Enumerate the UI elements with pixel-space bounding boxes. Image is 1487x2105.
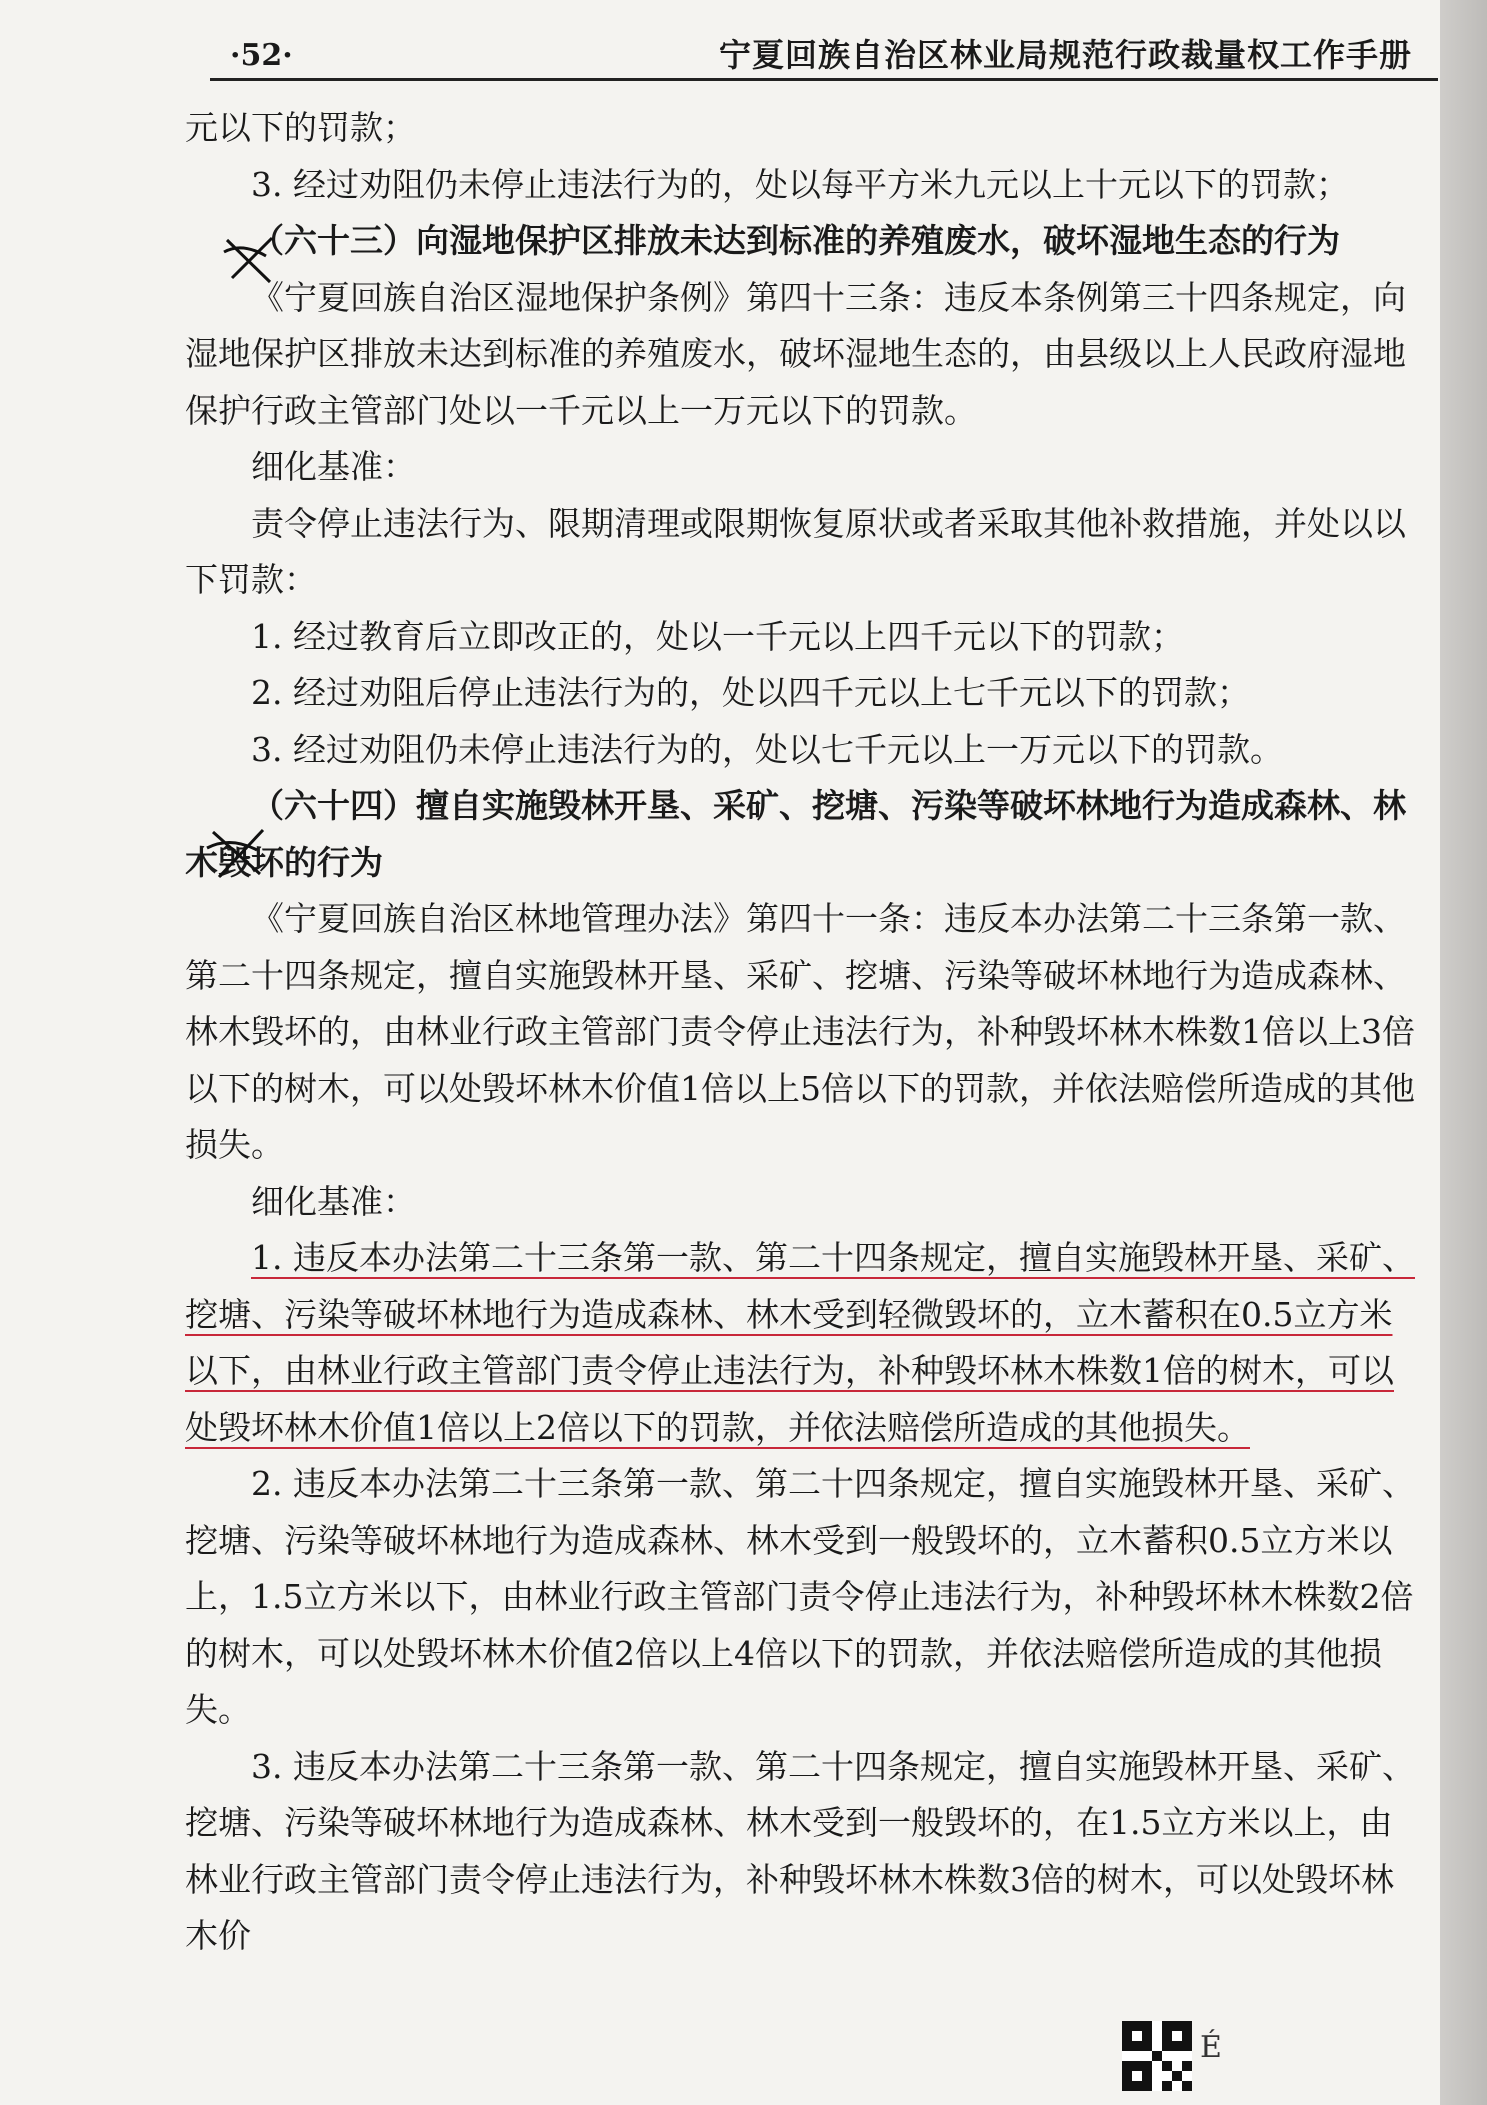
list-item: 3. 经过劝阻仍未停止违法行为的，处以每平方米九元以上十元以下的罚款；	[251, 164, 1349, 204]
section-heading: （六十四）擅自实施毁林开垦、采矿、挖塘、污染等破坏林地行为造成森林、林木毁坏的行为	[185, 786, 1406, 882]
running-header	[200, 22, 1430, 82]
page-edge-shadow	[1440, 0, 1487, 2105]
list-item: 2. 违反本办法第二十三条第一款、第二十四条规定，擅自实施毁林开垦、采矿、挖塘、污染等破坏林地行为造成森林、林木受到一般毁坏的，立木蓄积0.5立方米以上，1.5立方米以下，由林业行政主管部门责令停止违法行为，补种毁坏林木株数2倍的树木，可以处毁坏林木价值2倍以上4倍以下的罚款，并依法赔偿所造成的其他损失。	[185, 1464, 1415, 1729]
page-number: ·52·	[230, 38, 293, 73]
list-item-underlined: 1. 违反本办法第二十三条第一款、第二十四条规定，擅自实施毁林开垦、采矿、挖塘、污染等破坏林地行为造成森林、林木受到轻微毁坏的，立木蓄积在0.5立方米以下，由林业行政主管部门责令停止违法行为，补种毁坏林木株数1倍的树木，可以处毁坏林木价值1倍以上2倍以下的罚款，并依法赔偿所造成的其他损失。	[185, 1238, 1415, 1447]
legal-clause: 《宁夏回族自治区林地管理办法》第四十一条：违反本办法第二十三条第一款、第二十四条规定，擅自实施毁林开垦、采矿、挖塘、污染等破坏林地行为造成森林、林木毁坏的，由林业行政主管部门责令停止违法行为，补种毁坏林木株数1倍以上3倍以下的树木，可以处毁坏林木价值1倍以上5倍以下的罚款，并依法赔偿所造成的其他损失。	[185, 899, 1415, 1164]
qr-code-icon	[1122, 2021, 1192, 2091]
corner-mark: É	[1200, 2030, 1222, 2065]
list-item: 2. 经过劝阻后停止违法行为的，处以四千元以上七千元以下的罚款；	[251, 673, 1250, 712]
section-heading: （六十三）向湿地保护区排放未达到标准的养殖废水，破坏湿地生态的行为	[251, 221, 1340, 260]
list-item: 3. 违反本办法第二十三条第一款、第二十四条规定，擅自实施毁林开垦、采矿、挖塘、污染等破坏林地行为造成森林、林木受到一般毁坏的，在1.5立方米以上，由林业行政主管部门责令停止违法行为，补种毁坏林木株数3倍的树木，可以处毁坏林木价	[185, 1746, 1415, 1955]
pen-x-mark-icon	[205, 822, 275, 882]
list-item: 1. 经过教育后立即改正的，处以一千元以上四千元以下的罚款；	[251, 616, 1184, 656]
paragraph-continuation: 元以下的罚款；	[185, 108, 416, 147]
pen-x-mark-icon	[222, 232, 282, 287]
paragraph: 责令停止违法行为、限期清理或限期恢复原状或者采取其他补救措施，并处以以下罚款：	[185, 503, 1406, 599]
subheading: 细化基准：	[251, 447, 416, 486]
list-item: 3. 经过劝阻仍未停止违法行为的，处以七千元以上一万元以下的罚款。	[251, 729, 1283, 769]
header-rule	[210, 78, 1438, 81]
book-title: 宁夏回族自治区林业局规范行政裁量权工作手册	[718, 36, 1412, 74]
body-text	[185, 100, 1425, 1965]
legal-clause: 《宁夏回族自治区湿地保护条例》第四十三条：违反本条例第三十四条规定，向湿地保护区排放未达到标准的养殖废水，破坏湿地生态的，由县级以上人民政府湿地保护行政主管部门处以一千元以上一万元以下的罚款。	[185, 277, 1406, 430]
subheading: 细化基准：	[251, 1181, 416, 1221]
